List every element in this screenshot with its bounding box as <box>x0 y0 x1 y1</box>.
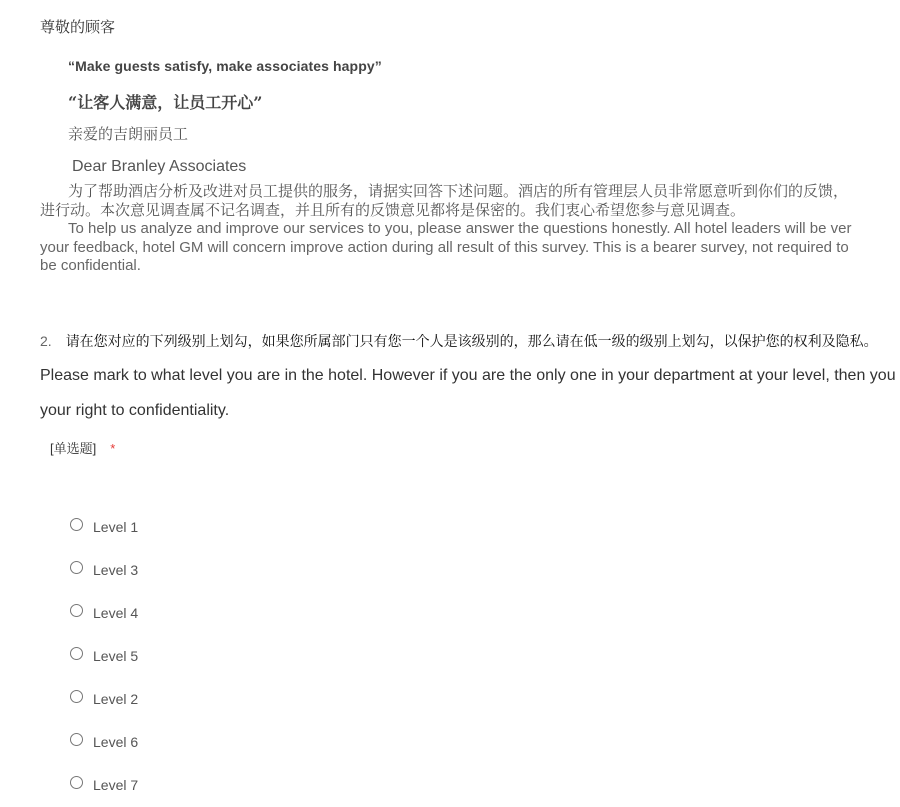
radio-button[interactable] <box>70 518 83 531</box>
option-level-5[interactable] <box>70 635 138 678</box>
single-choice-tag: [单选题] <box>50 441 97 456</box>
slogan-chinese: “让客人满意，让员工开心” <box>68 93 263 112</box>
option-label: Level 6 <box>93 733 139 750</box>
option-level-7[interactable] <box>70 764 138 807</box>
intro-paragraph-english-line: To help us analyze and improve our services to you, please answer the questions honestly. All hotel leaders will be ver <box>68 220 852 237</box>
option-label: Level 1 <box>93 518 139 535</box>
intro-paragraph-english-line: be confidential. <box>40 257 141 274</box>
radio-button[interactable] <box>70 604 83 617</box>
option-level-3[interactable] <box>70 549 138 592</box>
question-title <box>40 331 878 351</box>
radio-button[interactable] <box>70 647 83 660</box>
level-options-list <box>70 506 138 807</box>
question-type-label <box>50 438 115 457</box>
radio-button[interactable] <box>70 733 83 746</box>
salutation-chinese: 亲爱的吉朗丽员工 <box>68 126 189 143</box>
question-title-chinese: 请在您对应的下列级别上划勾，如果您所属部门只有您一个人是该级别的，那么请在低一级的级别上划勾，以保护您的权利及隐私。 <box>65 333 878 349</box>
option-level-4[interactable] <box>70 592 138 635</box>
question-title-english-continued: your right to confidentiality. <box>40 402 230 419</box>
intro-paragraph-english <box>40 220 900 276</box>
intro-paragraph-english-line: your feedback, hotel GM will concern improve action during all result of this survey. This is a bearer survey, not required to <box>40 238 849 256</box>
intro-paragraph-chinese-line: 进行动。本次意见调查属不记名调查，并且所有的反馈意见都将是保密的。我们衷心希望您参与意见调查。 <box>40 201 746 219</box>
intro-paragraph-chinese <box>40 183 900 220</box>
intro-paragraph-chinese-line: 为了帮助酒店分析及改进对员工提供的服务，请据实回答下述问题。酒店的所有管理层人员非常愿意听到你们的反馈， <box>68 183 849 200</box>
option-label: Level 2 <box>93 690 139 707</box>
question-number: 2. <box>40 333 52 349</box>
salutation-english: Dear Branley Associates <box>72 158 247 175</box>
slogan-english: “Make guests satisfy, make associates happy” <box>68 58 382 74</box>
option-level-1[interactable] <box>70 506 138 549</box>
radio-button[interactable] <box>70 690 83 703</box>
option-label: Level 7 <box>93 776 139 793</box>
option-level-6[interactable] <box>70 721 138 764</box>
option-label: Level 3 <box>93 561 139 578</box>
option-label: Level 4 <box>93 604 139 621</box>
option-label: Level 5 <box>93 647 139 664</box>
option-level-2[interactable] <box>70 678 138 721</box>
radio-button[interactable] <box>70 776 83 789</box>
question-title-english: Please mark to what level you are in the hotel. However if you are the only one in your department at your level, then you <box>40 367 896 384</box>
greeting-heading: 尊敬的顾客 <box>40 19 116 36</box>
required-indicator: * <box>110 441 116 456</box>
radio-button[interactable] <box>70 561 83 574</box>
